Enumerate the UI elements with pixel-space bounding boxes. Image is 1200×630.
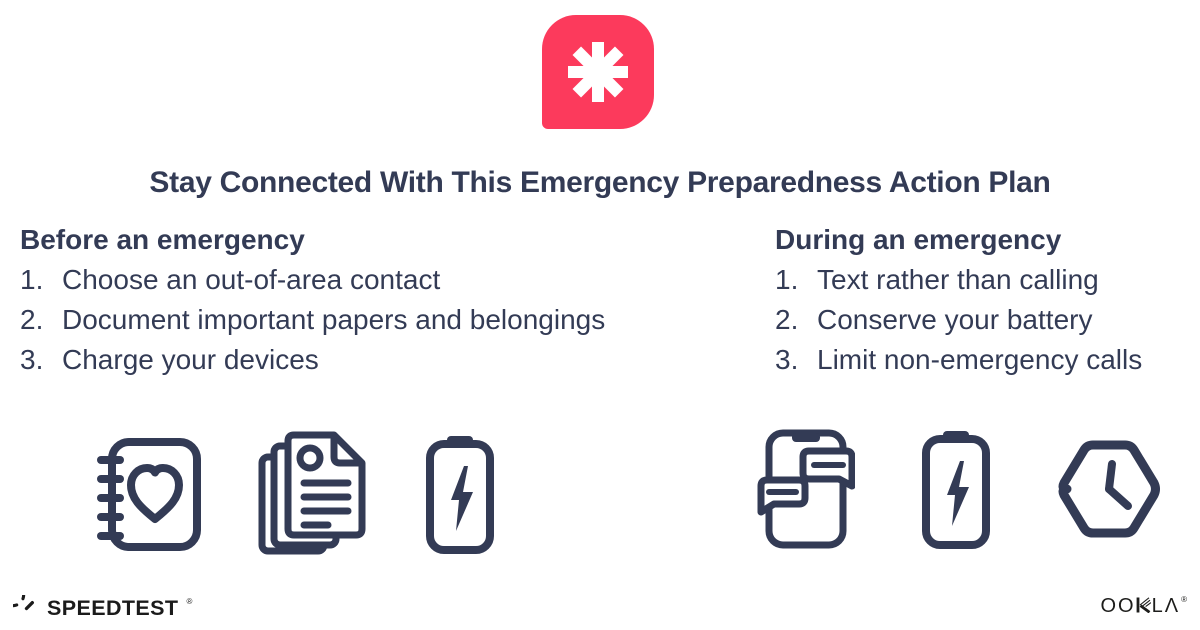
list-number: 3. [775, 344, 799, 375]
list-item [775, 300, 1200, 340]
before-emergency-list [20, 260, 740, 380]
phone-messages-icon [753, 428, 855, 550]
speedtest-wordmark: SPEEDTEST [47, 596, 179, 620]
list-item-text: Choose an out-of-area contact [62, 264, 441, 295]
list-item [20, 300, 740, 340]
list-item-text: Text rather than calling [817, 264, 1099, 295]
before-emergency-icons [95, 428, 495, 560]
during-emergency-icons [753, 428, 1161, 550]
list-item [775, 340, 1200, 380]
asterisk-icon [566, 40, 630, 104]
list-item-text: Limit non-emergency calls [817, 344, 1143, 375]
list-item [20, 340, 740, 380]
page-title: Stay Connected With This Emergency Preparedness Action Plan [149, 166, 1051, 200]
ookla-wordmark-left: OO [1100, 595, 1136, 617]
during-emergency-list [775, 260, 1200, 380]
ookla-logo [1100, 595, 1188, 618]
before-emergency-heading: Before an emergency [20, 224, 305, 255]
documents-stack-icon [257, 431, 369, 557]
ookla-trademark: ® [1181, 595, 1189, 604]
emergency-badge [542, 15, 654, 129]
ookla-wordmark-right: LΛ [1151, 595, 1181, 617]
during-emergency-section [775, 220, 1200, 380]
speedtest-trademark: ® [186, 597, 193, 606]
contact-book-heart-icon [95, 437, 201, 551]
list-item [775, 260, 1200, 300]
list-number: 2. [20, 304, 44, 335]
clock-hexagon-icon [1057, 437, 1161, 541]
list-number: 2. [775, 304, 799, 335]
before-emergency-section [20, 220, 740, 380]
list-number: 1. [775, 264, 799, 295]
list-item [20, 260, 740, 300]
list-number: 1. [20, 264, 44, 295]
list-number: 3. [20, 344, 44, 375]
battery-charge-icon [425, 434, 495, 554]
battery-charge-icon [921, 429, 991, 549]
list-item-text: Charge your devices [62, 344, 319, 375]
ookla-hatched-k-icon [1136, 596, 1151, 619]
list-item-text: Conserve your battery [817, 304, 1093, 335]
list-item-text: Document important papers and belongings [62, 304, 606, 335]
speedtest-gauge-icon [13, 595, 40, 622]
speedtest-logo [13, 595, 191, 622]
during-emergency-heading: During an emergency [775, 224, 1062, 255]
